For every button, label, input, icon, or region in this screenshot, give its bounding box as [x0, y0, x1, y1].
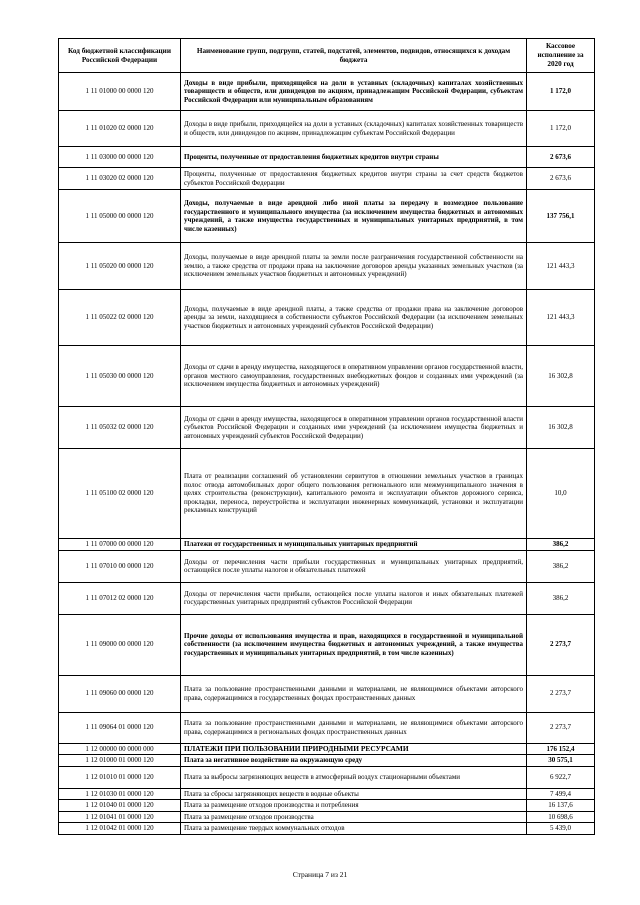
row-name-cell: Плата за пользование пространственными данными и материалами, не являющимися объектами авторского права, содержащимися в региональных фондах пространственных данных — [181, 712, 527, 743]
row-name-cell: Доходы, получаемые в виде арендной либо иной платы за передачу в возмездное пользование государственного и муниципального имущества (за исключением имущества бюджетных и автономных учреждений, а также имущества государственных и муниципальных унитарных предприятий, в том числе казенных) — [181, 190, 527, 243]
row-name-cell: Плата за размещение отходов производства и потребления — [181, 800, 527, 812]
row-name-cell: Доходы, получаемые в виде арендной платы за земли после разграничения государственной собственности на землю, а также средства от продажи права на заключение договоров аренды указанных земельных участков (за исключением земельных участков бюджетных и автономных учреждений) — [181, 243, 527, 290]
row-code-cell: 1 11 09000 00 0000 120 — [59, 614, 181, 675]
table-row — [59, 111, 595, 147]
row-name-cell: Доходы от перечисления части прибыли государственных и муниципальных унитарных предприятий, остающейся после уплаты налогов и обязательных платежей — [181, 550, 527, 582]
table-row — [59, 811, 595, 823]
table-row — [59, 755, 595, 767]
row-value-cell: 2 673,6 — [527, 147, 595, 168]
row-name-cell: Доходы в виде прибыли, приходящейся на доли в уставных (складочных) капиталах хозяйственных товариществ и обществ, или дивидендов по акциям, принадлежащим Российской Федерации, субъектам Российской Федерации или муниципальным образованиям — [181, 73, 527, 111]
row-value-cell: 121 443,3 — [527, 243, 595, 290]
table-row — [59, 190, 595, 243]
table-row — [59, 73, 595, 111]
table-row — [59, 800, 595, 812]
row-name-cell: Прочие доходы от использования имущества и прав, находящихся в государственной и муниципальной собственности (за исключением имущества бюджетных и автономных учреждений, а также имущества государственных и муниципальных унитарных предприятий, в том числе казенных) — [181, 614, 527, 675]
row-code-cell: 1 11 05030 00 0000 120 — [59, 346, 181, 407]
row-code-cell: 1 11 07010 00 0000 120 — [59, 550, 181, 582]
table-row — [59, 788, 595, 800]
row-name-cell: Плата за негативное воздействие на окружающую среду — [181, 755, 527, 767]
row-name-cell: Доходы от перечисления части прибыли, остающейся после уплаты налогов и иных обязательных платежей государственных унитарных предприятий субъектов Российской Федерации — [181, 582, 527, 614]
table-row — [59, 147, 595, 168]
row-value-cell: 16 137,6 — [527, 800, 595, 812]
table-row — [59, 168, 595, 190]
row-code-cell: 1 12 00000 00 0000 000 — [59, 743, 181, 755]
row-code-cell: 1 11 03020 02 0000 120 — [59, 168, 181, 190]
table-row — [59, 582, 595, 614]
table-row — [59, 766, 595, 788]
row-value-cell: 2 273,7 — [527, 712, 595, 743]
row-value-cell: 1 172,0 — [527, 111, 595, 147]
row-value-cell: 6 922,7 — [527, 766, 595, 788]
row-value-cell: 386,2 — [527, 582, 595, 614]
row-value-cell: 386,2 — [527, 539, 595, 551]
table-row — [59, 539, 595, 551]
budget-revenue-table — [58, 38, 595, 835]
row-code-cell: 1 11 05022 02 0000 120 — [59, 290, 181, 346]
table-row — [59, 712, 595, 743]
row-code-cell: 1 11 01020 02 0000 120 — [59, 111, 181, 147]
table-row — [59, 743, 595, 755]
page-number: Страница 7 из 21 — [292, 870, 348, 879]
row-name-cell: ПЛАТЕЖИ ПРИ ПОЛЬЗОВАНИИ ПРИРОДНЫМИ РЕСУРСАМИ — [181, 743, 527, 755]
row-code-cell: 1 12 01010 01 0000 120 — [59, 766, 181, 788]
table-row — [59, 614, 595, 675]
row-name-cell: Плата от реализации соглашений об установлении сервитутов в отношении земельных участков в границах полос отвода автомобильных дорог общего пользования регионального или межмуниципального значения в целях строительства (реконструкции), капитального ремонта и эксплуатации объектов дорожного сервиса, прокладки, переноса, переустройства и эксплуатации инженерных коммуникаций, установки и эксплуатации рекламных конструкций — [181, 449, 527, 539]
row-code-cell: 1 12 01030 01 0000 120 — [59, 788, 181, 800]
row-code-cell: 1 12 01000 01 0000 120 — [59, 755, 181, 767]
table-header-row — [59, 39, 595, 73]
row-value-cell: 5 439,0 — [527, 823, 595, 835]
table-body — [59, 73, 595, 835]
row-value-cell: 16 302,8 — [527, 346, 595, 407]
row-code-cell: 1 12 01041 01 0000 120 — [59, 811, 181, 823]
row-name-cell: Доходы от сдачи в аренду имущества, находящегося в оперативном управлении органов государственной власти субъектов Российской Федерации и созданных ими учреждений (за исключением имущества бюджетных и автономных учреждений субъектов Российской Федерации) — [181, 407, 527, 449]
row-code-cell: 1 11 05100 02 0000 120 — [59, 449, 181, 539]
row-code-cell: 1 11 07012 02 0000 120 — [59, 582, 181, 614]
row-name-cell: Проценты, полученные от предоставления бюджетных кредитов внутри страны за счет средств бюджетов субъектов Российской Федерации — [181, 168, 527, 190]
header-name: Наименование групп, подгрупп, статей, подстатей, элементов, подвидов, относящихся к доходам бюджета — [181, 39, 527, 73]
table-row — [59, 449, 595, 539]
table-row — [59, 290, 595, 346]
row-value-cell: 176 152,4 — [527, 743, 595, 755]
row-code-cell: 1 11 05032 02 0000 120 — [59, 407, 181, 449]
table-row — [59, 550, 595, 582]
header-value: Кассовое исполнение за 2020 год — [527, 39, 595, 73]
row-value-cell: 30 575,1 — [527, 755, 595, 767]
row-name-cell: Доходы, получаемые в виде арендной платы, а также средства от продажи права на заключение договоров аренды за земли, находящиеся в собственности субъектов Российской Федерации (за исключением земельных участков бюджетных и автономных учреждений субъектов Российской Федерации) — [181, 290, 527, 346]
row-name-cell: Плата за размещение твердых коммунальных отходов — [181, 823, 527, 835]
table-row — [59, 243, 595, 290]
row-name-cell: Плата за сбросы загрязняющих веществ в водные объекты — [181, 788, 527, 800]
row-code-cell: 1 11 05000 00 0000 120 — [59, 190, 181, 243]
row-name-cell: Доходы от сдачи в аренду имущества, находящегося в оперативном управлении органов государственной власти, органов местного самоуправления, государственных внебюджетных фондов и созданных ими учреждений (за исключением имущества бюджетных и автономных учреждений) — [181, 346, 527, 407]
row-value-cell: 137 756,1 — [527, 190, 595, 243]
row-name-cell: Плата за пользование пространственными данными и материалами, не являющимися объектами авторского права, содержащимися в государственных фондах пространственных данных — [181, 675, 527, 712]
row-value-cell: 386,2 — [527, 550, 595, 582]
row-value-cell: 16 302,8 — [527, 407, 595, 449]
row-value-cell: 7 499,4 — [527, 788, 595, 800]
row-name-cell: Плата за выбросы загрязняющих веществ в атмосферный воздух стационарными объектами — [181, 766, 527, 788]
row-code-cell: 1 11 07000 00 0000 120 — [59, 539, 181, 551]
row-code-cell: 1 11 09060 00 0000 120 — [59, 675, 181, 712]
row-code-cell: 1 11 09064 01 0000 120 — [59, 712, 181, 743]
row-name-cell: Платежи от государственных и муниципальных унитарных предприятий — [181, 539, 527, 551]
table-row — [59, 675, 595, 712]
row-value-cell: 2 273,7 — [527, 675, 595, 712]
row-value-cell: 2 673,6 — [527, 168, 595, 190]
table-row — [59, 823, 595, 835]
row-name-cell: Доходы в виде прибыли, приходящейся на доли в уставных (складочных) капиталах хозяйственных товариществ и обществ, или дивидендов по акциям, принадлежащим субъектам Российской Федерации — [181, 111, 527, 147]
row-name-cell: Проценты, полученные от предоставления бюджетных кредитов внутри страны — [181, 147, 527, 168]
row-code-cell: 1 11 01000 00 0000 120 — [59, 73, 181, 111]
budget-revenue-table-sheet — [58, 38, 594, 835]
row-value-cell: 10 698,6 — [527, 811, 595, 823]
header-code: Код бюджетной классификации Российской Федерации — [59, 39, 181, 73]
row-code-cell: 1 12 01042 01 0000 120 — [59, 823, 181, 835]
table-row — [59, 407, 595, 449]
row-value-cell: 10,0 — [527, 449, 595, 539]
row-code-cell: 1 11 05020 00 0000 120 — [59, 243, 181, 290]
row-value-cell: 2 273,7 — [527, 614, 595, 675]
row-value-cell: 1 172,0 — [527, 73, 595, 111]
row-code-cell: 1 12 01040 01 0000 120 — [59, 800, 181, 812]
row-name-cell: Плата за размещение отходов производства — [181, 811, 527, 823]
table-row — [59, 346, 595, 407]
row-code-cell: 1 11 03000 00 0000 120 — [59, 147, 181, 168]
row-value-cell: 121 443,3 — [527, 290, 595, 346]
